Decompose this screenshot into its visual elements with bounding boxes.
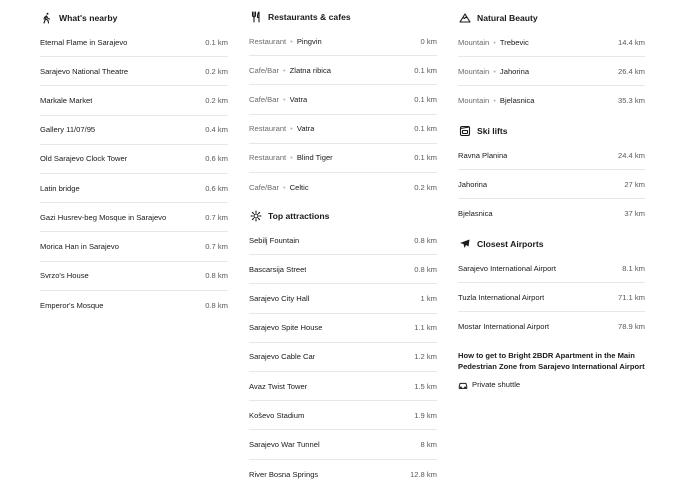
airports-row-distance: 8.1 km	[622, 263, 645, 273]
attractions-row	[249, 314, 437, 343]
attractions-row-name: Avaz Twist Tower	[249, 381, 308, 391]
attractions-row-label	[249, 294, 309, 303]
restaurants-row-label	[249, 37, 322, 46]
whats-nearby-header	[40, 8, 228, 28]
whats-nearby-list	[40, 28, 228, 320]
ski-row-distance: 27 km	[624, 179, 645, 189]
nearby-row-distance: 0.2 km	[205, 66, 228, 76]
attractions-row-name: Sarajevo War Tunnel	[249, 439, 320, 449]
restaurants-row	[249, 27, 437, 56]
nearby-row-name: Markale Market	[40, 95, 93, 105]
nature-row-label	[458, 38, 529, 47]
nearby-row-name: Morica Han in Sarajevo	[40, 241, 119, 251]
nearby-row-distance: 0.2 km	[205, 95, 228, 105]
separator-dot-icon: •	[290, 153, 293, 163]
natural-beauty-header	[458, 8, 645, 28]
ski-lifts-section	[458, 121, 645, 229]
ski-lift-icon	[458, 125, 471, 138]
nature-row-distance: 14.4 km	[617, 37, 645, 47]
nearby-row-name: Gazi Husrev-beg Mosque in Sarajevo	[40, 212, 167, 222]
how-to-get-title: How to get to Bright 2BDR Apartment in the Main Pedestrian Zone from Sarajevo International Airport	[458, 350, 645, 371]
ski-row-name: Bjelasnica	[458, 209, 493, 219]
separator-dot-icon: •	[290, 124, 293, 134]
restaurants-row-label	[249, 66, 331, 75]
attractions-row	[249, 372, 437, 401]
nature-row-label	[458, 67, 529, 76]
nature-row-name: Bjelasnica	[499, 96, 535, 106]
nearby-row-name: Eternal Flame in Sarajevo	[40, 37, 128, 47]
top-attractions-title: Top attractions	[268, 211, 330, 221]
nearby-row-name: Gallery 11/07/95	[40, 125, 96, 135]
nearby-row-distance: 0.1 km	[205, 37, 228, 47]
top-attractions-section	[249, 206, 437, 489]
nearby-row-label	[40, 301, 104, 310]
nearby-row-label	[40, 154, 127, 163]
restaurants-row-distance: 0.2 km	[414, 183, 437, 193]
attractions-row	[249, 401, 437, 430]
attractions-row-distance: 1.9 km	[414, 410, 437, 420]
separator-dot-icon: •	[493, 66, 496, 76]
attractions-row-distance: 1 km	[420, 293, 437, 303]
restaurants-row-distance: 0.1 km	[414, 153, 437, 163]
attractions-row-name: Sebilj Fountain	[249, 235, 300, 245]
ski-row-distance: 24.4 km	[617, 150, 645, 160]
attractions-row-label	[249, 382, 307, 391]
attractions-row-label	[249, 323, 322, 332]
restaurants-row-label	[249, 124, 314, 133]
ski-row-name: Ravna Planina	[458, 150, 508, 160]
airports-row-label	[458, 293, 544, 302]
airports-row-distance: 71.1 km	[617, 292, 645, 302]
ski-row	[458, 170, 645, 199]
nearby-row-distance: 0.6 km	[205, 183, 228, 193]
nearby-row-name: Sarajevo National Theatre	[40, 66, 129, 76]
attractions-row-name: Sarajevo City Hall	[249, 293, 310, 303]
restaurants-row-name: Pingvin	[296, 36, 322, 46]
airports-row	[458, 283, 645, 312]
restaurants-section	[249, 7, 437, 202]
airports-row-name: Sarajevo International Airport	[458, 263, 556, 273]
nearby-row-label	[40, 38, 127, 47]
ski-row-label	[458, 180, 487, 189]
nearby-row-label	[40, 271, 89, 280]
restaurants-row-name: Celtic	[289, 183, 309, 193]
nearby-row-name: Svrzo's House	[40, 271, 89, 281]
attractions-row	[249, 284, 437, 313]
attractions-row	[249, 226, 437, 255]
nature-row-name: Jahorina	[499, 66, 530, 76]
nearby-row	[40, 291, 228, 320]
mountain-icon	[458, 12, 471, 25]
attractions-row-label	[249, 236, 299, 245]
ski-lifts-list	[458, 141, 645, 229]
nearby-row	[40, 28, 228, 57]
attractions-row-label	[249, 265, 306, 274]
airports-row	[458, 312, 645, 341]
restaurants-row-name: Zlatna ribica	[289, 65, 332, 75]
closest-airports-section	[458, 234, 645, 392]
restaurants-header	[249, 7, 437, 27]
attractions-row-name: Koševo Stadium	[249, 410, 305, 420]
airports-row-distance: 78.9 km	[617, 322, 645, 332]
nearby-row	[40, 203, 228, 232]
nature-row-distance: 35.3 km	[617, 96, 645, 106]
closest-airports-title: Closest Airports	[477, 239, 544, 249]
restaurants-row-label	[249, 183, 309, 192]
walking-person-icon	[40, 12, 53, 25]
ski-lifts-header	[458, 121, 645, 141]
top-attractions-header	[249, 206, 437, 226]
airports-row-name: Mostar International Airport	[458, 322, 550, 332]
nature-row-label	[458, 96, 535, 105]
restaurants-title: Restaurants & cafes	[268, 12, 351, 22]
nature-row-category: Mountain	[458, 37, 490, 47]
nature-row-category: Mountain	[458, 96, 490, 106]
attractions-row-distance: 12.8 km	[409, 469, 437, 479]
ski-row	[458, 141, 645, 170]
nearby-row-distance: 0.8 km	[205, 271, 228, 281]
restaurants-row-distance: 0.1 km	[414, 124, 437, 134]
top-attractions-list	[249, 226, 437, 489]
natural-beauty-list	[458, 28, 645, 116]
nearby-row-distance: 0.7 km	[205, 212, 228, 222]
attractions-row-label	[249, 470, 318, 479]
ski-lifts-title: Ski lifts	[477, 126, 508, 136]
ski-row-label	[458, 151, 507, 160]
attractions-row-name: Sarajevo Spite House	[249, 323, 323, 333]
restaurants-row-category: Cafe/Bar	[249, 94, 279, 104]
whats-nearby-title: What's nearby	[59, 13, 118, 23]
nature-row	[458, 57, 645, 86]
airplane-icon	[458, 238, 471, 251]
private-shuttle-option	[458, 378, 645, 392]
attractions-row-distance: 8 km	[420, 439, 437, 449]
restaurants-row	[249, 115, 437, 144]
attractions-row-name: Bascarsija Street	[249, 264, 307, 274]
nearby-row-distance: 0.7 km	[205, 241, 228, 251]
restaurants-row	[249, 56, 437, 85]
nearby-row-label	[40, 184, 80, 193]
natural-beauty-section	[458, 8, 645, 116]
restaurants-row-category: Restaurant	[249, 153, 287, 163]
airports-row-label	[458, 264, 556, 273]
attractions-row-distance: 0.8 km	[414, 264, 437, 274]
attractions-row	[249, 460, 437, 489]
restaurants-row-category: Restaurant	[249, 36, 287, 46]
attractions-row-label	[249, 352, 315, 361]
restaurants-row	[249, 173, 437, 202]
nearby-row-distance: 0.6 km	[205, 154, 228, 164]
attractions-row-distance: 1.2 km	[414, 352, 437, 362]
restaurants-row	[249, 85, 437, 114]
attraction-gear-icon	[249, 210, 262, 223]
restaurants-row-label	[249, 153, 333, 162]
nature-row	[458, 86, 645, 115]
nearby-row-label	[40, 242, 119, 251]
private-shuttle-label: Private shuttle	[472, 380, 521, 390]
nearby-row-name: Emperor's Mosque	[40, 300, 104, 310]
restaurants-row-distance: 0.1 km	[414, 94, 437, 104]
nearby-row	[40, 116, 228, 145]
nearby-row-name: Latin bridge	[40, 183, 80, 193]
separator-dot-icon: •	[290, 36, 293, 46]
ski-row-label	[458, 209, 493, 218]
restaurants-row-name: Blind Tiger	[296, 153, 333, 163]
airports-row	[458, 254, 645, 283]
nearby-row-name: Old Sarajevo Clock Tower	[40, 154, 128, 164]
restaurants-row-distance: 0.1 km	[414, 65, 437, 75]
restaurants-row-category: Cafe/Bar	[249, 183, 279, 193]
attractions-row-name: Sarajevo Cable Car	[249, 352, 316, 362]
restaurants-row-category: Restaurant	[249, 124, 287, 134]
fork-knife-icon	[249, 11, 262, 24]
separator-dot-icon: •	[282, 65, 286, 75]
attractions-row	[249, 343, 437, 372]
airports-row-name: Tuzla International Airport	[458, 292, 545, 302]
nearby-row	[40, 174, 228, 203]
nearby-row	[40, 262, 228, 291]
nearby-row-distance: 0.4 km	[205, 125, 228, 135]
closest-airports-header	[458, 234, 645, 254]
nearby-row-label	[40, 96, 92, 105]
natural-beauty-title: Natural Beauty	[477, 13, 538, 23]
attractions-row-distance: 1.5 km	[414, 381, 437, 391]
restaurants-row-distance: 0 km	[420, 36, 437, 46]
attractions-row-label	[249, 411, 304, 420]
attractions-row-label	[249, 440, 320, 449]
restaurants-row-name: Vatra	[289, 94, 308, 104]
nature-row-name: Trebevic	[499, 37, 529, 47]
nearby-row	[40, 145, 228, 174]
ski-row	[458, 199, 645, 228]
nearby-row	[40, 86, 228, 115]
attractions-row-distance: 0.8 km	[414, 235, 437, 245]
nearby-row-label	[40, 125, 95, 134]
whats-nearby-section	[40, 8, 228, 320]
ski-row-name: Jahorina	[458, 179, 488, 189]
separator-dot-icon: •	[493, 96, 496, 106]
ski-row-distance: 37 km	[624, 209, 645, 219]
separator-dot-icon: •	[282, 183, 286, 193]
nature-row-distance: 26.4 km	[617, 66, 645, 76]
separator-dot-icon: •	[493, 37, 496, 47]
nearby-row	[40, 57, 228, 86]
restaurants-row	[249, 144, 437, 173]
airports-row-label	[458, 322, 549, 331]
separator-dot-icon: •	[282, 94, 286, 104]
restaurants-row-category: Cafe/Bar	[249, 65, 279, 75]
nearby-row	[40, 232, 228, 261]
closest-airports-list	[458, 254, 645, 342]
nearby-row-label	[40, 67, 128, 76]
nature-row-category: Mountain	[458, 66, 490, 76]
attractions-row-distance: 1.1 km	[414, 323, 437, 333]
attractions-row	[249, 255, 437, 284]
nearby-row-distance: 0.8 km	[205, 300, 228, 310]
attractions-row	[249, 430, 437, 459]
nature-row	[458, 28, 645, 57]
restaurants-row-name: Vatra	[296, 124, 315, 134]
nearby-row-label	[40, 213, 166, 222]
restaurants-list	[249, 27, 437, 202]
restaurants-row-label	[249, 95, 307, 104]
shuttle-car-icon	[458, 380, 468, 390]
attractions-row-name: River Bosna Springs	[249, 469, 319, 479]
